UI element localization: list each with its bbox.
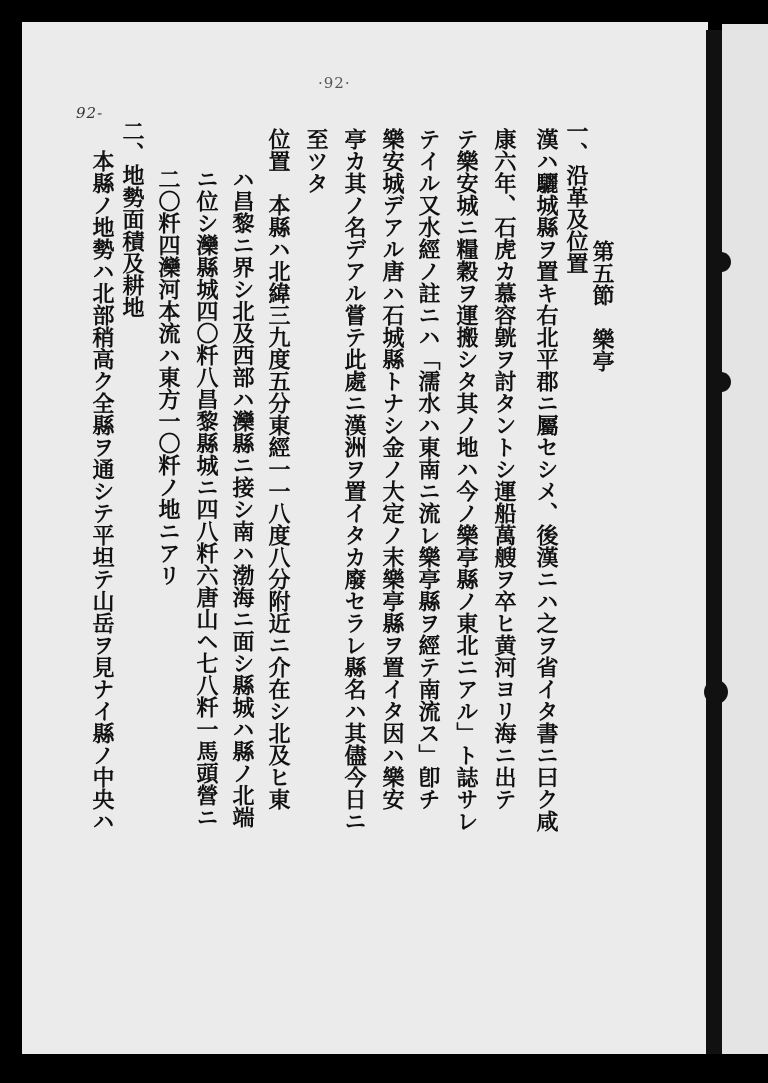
text-column: 位置 本縣ハ北緯三九度五分東經一一八度八分附近ニ介在シ北及ヒ東 — [265, 128, 291, 810]
section-title — [604, 240, 628, 372]
text-column: 本縣ノ地勢ハ北部稍高ク全縣ヲ通シテ平坦テ山岳ヲ見ナイ縣ノ中央ハ — [89, 150, 115, 832]
text-column: テ樂安城ニ糧穀ヲ運搬シタ其ノ地ハ今ノ樂亭縣ノ東北ニアル」ト誌サレ — [453, 128, 479, 832]
text-column: ハ昌黎ニ界シ北及西部ハ灤縣ニ接シ南ハ渤海ニ面シ縣城ハ縣ノ北端 — [229, 168, 255, 828]
adjacent-page-edge — [722, 24, 768, 1054]
text-column: ニ位シ灤縣城四〇粁八昌黎縣城ニ四八粁六唐山ヘ七八粁一馬頭營ニ — [193, 168, 219, 828]
section-heading: 一、沿革及位置 — [563, 120, 589, 274]
text-column: 亭カ其ノ名デアル嘗テ此處ニ漢洲ヲ置イタカ廢セラレ縣名ハ其儘今日ニ — [341, 128, 367, 832]
text-column: 至ツタ — [303, 128, 329, 194]
text-column: テイル又水經ノ註ニハ「濡水ハ東南ニ流レ樂亭縣ヲ經テ南流ス」卽チ — [415, 128, 441, 810]
binding-mark — [711, 252, 731, 272]
section-heading: 二、地勢面積及耕地 — [119, 120, 145, 318]
page-number-handwritten: 92- — [76, 104, 104, 122]
text-column: 樂安城デアル唐ハ石城縣トナシ金ノ大定ノ末樂亭縣ヲ置イタ因ハ樂安 — [379, 128, 405, 810]
page-number: ·92· — [318, 74, 351, 92]
text-column: 二〇粁四灤河本流ハ東方一〇粁ノ地ニアリ — [155, 168, 181, 586]
text-column: 漢ハ驪城縣ヲ置キ右北平郡ニ屬セシメ、後漢ニハ之ヲ省イタ書ニ曰ク咸 — [533, 128, 559, 832]
text-column: 康六年、石虎カ慕容皝ヲ討タントシ運船萬艘ヲ卒ヒ黄河ヨリ海ニ出テ — [491, 128, 517, 810]
binding-mark — [704, 680, 728, 704]
book-spine — [706, 30, 722, 1054]
binding-mark — [711, 372, 731, 392]
